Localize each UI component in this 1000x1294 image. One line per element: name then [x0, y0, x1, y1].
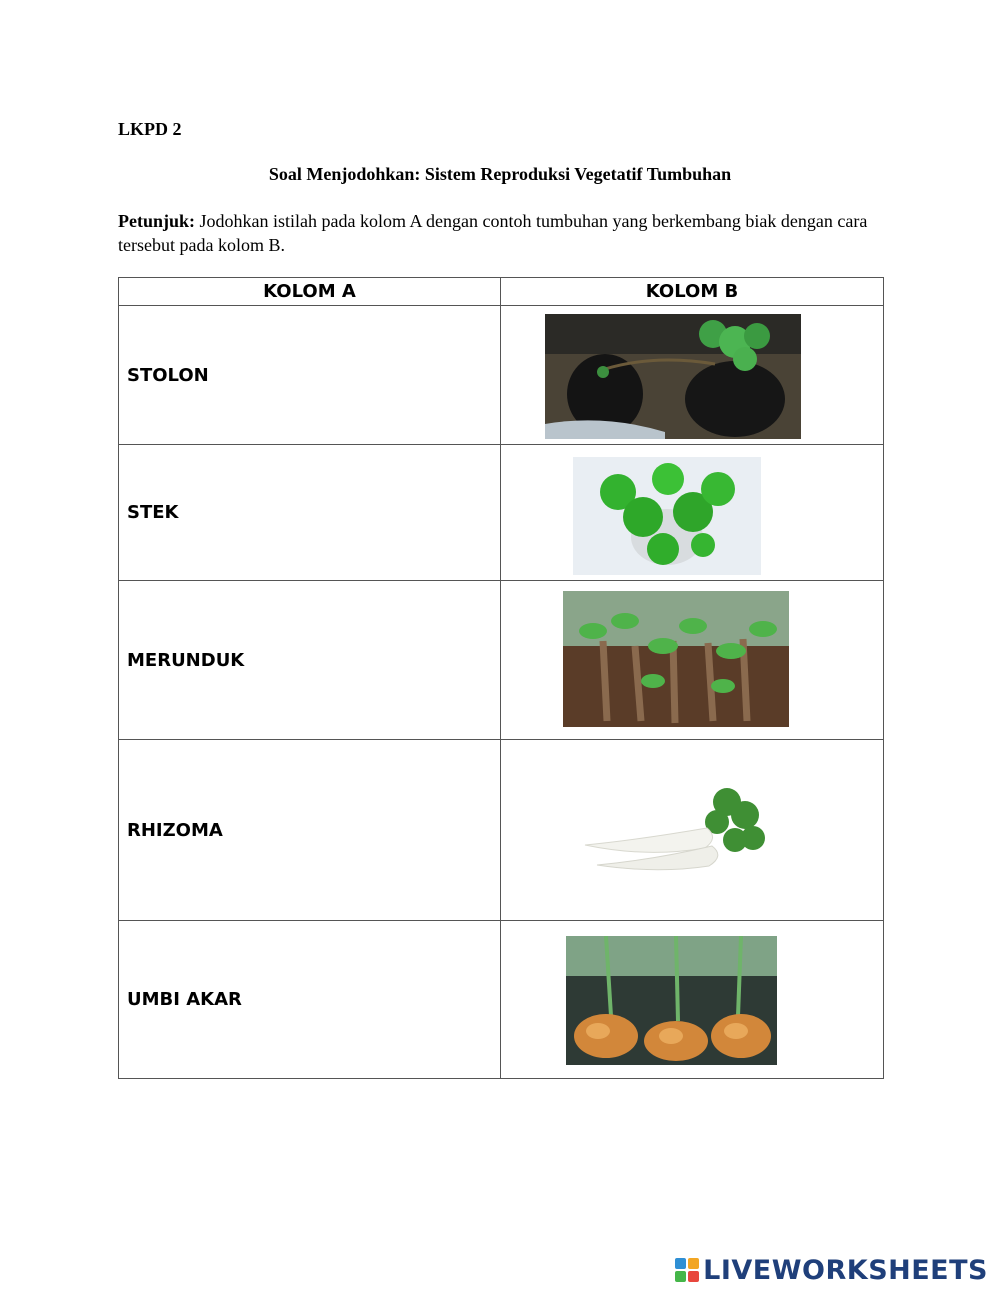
matching-table [118, 277, 884, 1079]
image-cell[interactable] [501, 306, 884, 445]
ginseng-roots-image [566, 936, 777, 1065]
liveworksheets-logo [675, 1252, 988, 1288]
instructions-prefix: Petunjuk: [118, 211, 196, 231]
table-row [119, 740, 884, 921]
term-cell[interactable]: STEK [119, 445, 501, 581]
radish-image [577, 780, 777, 880]
table-row [119, 921, 884, 1079]
worksheet-title: Soal Menjodohkan: Sistem Reproduksi Vegetatif Tumbuhan [268, 164, 732, 184]
term-cell[interactable]: STOLON [119, 306, 501, 445]
term-cell[interactable]: RHIZOMA [119, 740, 501, 921]
term-cell[interactable]: MERUNDUK [119, 581, 501, 740]
column-a-header: KOLOM A [119, 278, 501, 306]
table-row [119, 581, 884, 740]
worksheet-label: LKPD 2 [118, 119, 182, 139]
brand-name: LIVEWORKSHEETS [703, 1254, 988, 1286]
image-cell[interactable] [501, 740, 884, 921]
potted-plant-image [573, 457, 761, 575]
table-header-row [119, 278, 884, 306]
instructions-text: Jodohkan istilah pada kolom A dengan contoh tumbuhan yang berkembang biak dengan cara tersebut pada kolom B. [118, 211, 868, 255]
stem-cuttings-image [563, 591, 789, 727]
logo-grid-icon [675, 1258, 699, 1282]
instructions [118, 209, 878, 257]
image-cell[interactable] [501, 445, 884, 581]
table-row [119, 445, 884, 581]
strawberry-runner-image [545, 314, 801, 439]
image-cell[interactable] [501, 581, 884, 740]
image-cell[interactable] [501, 921, 884, 1079]
table-row [119, 306, 884, 445]
column-b-header: KOLOM B [501, 278, 884, 306]
term-cell[interactable]: UMBI AKAR [119, 921, 501, 1079]
